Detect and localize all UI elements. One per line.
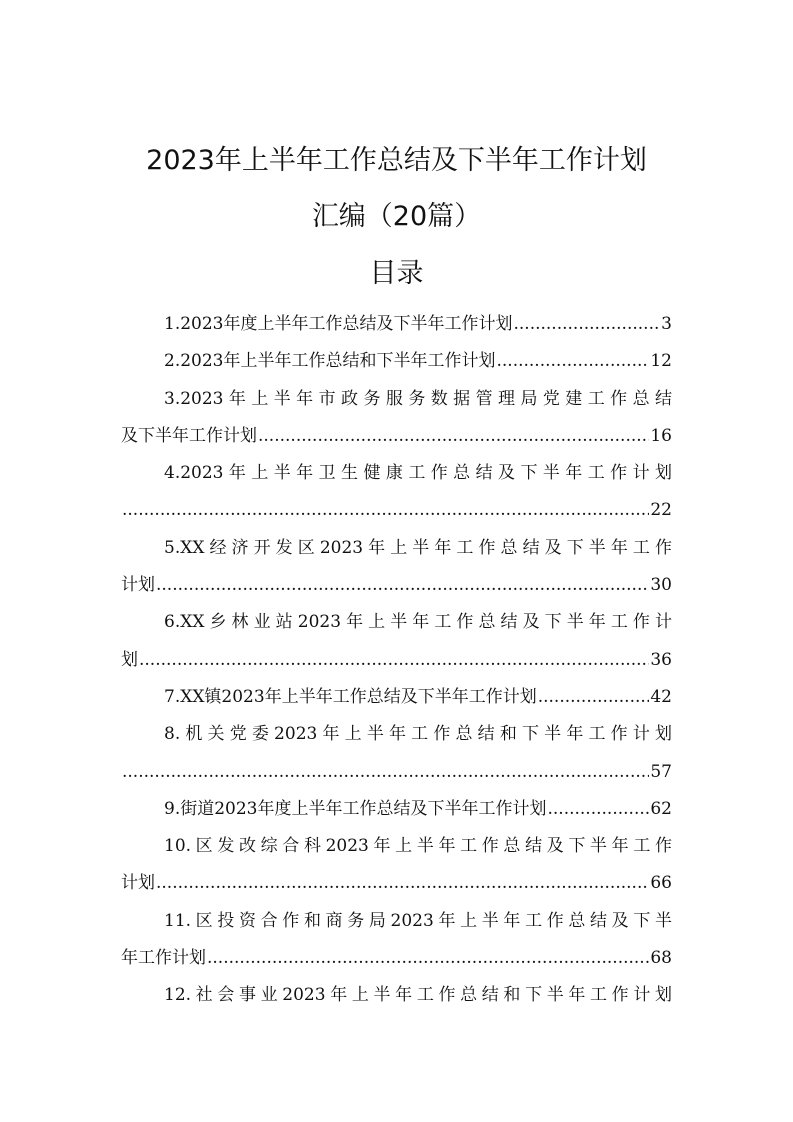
toc-page-number: 30 — [650, 575, 672, 596]
toc-page-number: 3 — [661, 314, 672, 334]
toc-entry-line[interactable] — [121, 567, 672, 604]
toc-leader-dots — [513, 306, 660, 343]
toc-entry-line[interactable] — [121, 754, 672, 791]
toc-page-number: 57 — [650, 761, 672, 782]
toc-leader-dots — [156, 567, 649, 604]
toc-leader-dots — [156, 865, 649, 902]
toc-entry-text: 计划 — [121, 873, 155, 894]
toc-entry-text: 11.区投资合作和商务局2023年上半年工作总结及下半 — [164, 910, 672, 931]
toc-entry-text: 4.2023年上半年卫生健康工作总结及下半年工作计划 — [164, 463, 672, 484]
toc-entry-text: 及下半年工作计划 — [121, 425, 257, 446]
toc-entry-text: 9.街道2023年度上半年工作总结及下半年工作计划 — [164, 798, 547, 819]
toc-page-number: 22 — [650, 500, 672, 521]
toc-entry-text: 划 — [121, 649, 138, 670]
document-title-line2: 汇编（20篇） — [311, 201, 482, 232]
toc-entry-line[interactable] — [121, 940, 672, 977]
toc-leader-dots — [538, 679, 650, 716]
toc-entry-line[interactable] — [121, 418, 672, 455]
table-of-contents — [121, 306, 672, 1015]
toc-entry-line[interactable] — [121, 791, 672, 828]
toc-leader-dots — [122, 754, 649, 791]
toc-entry-line[interactable] — [121, 306, 672, 343]
toc-entry-line[interactable] — [121, 492, 672, 529]
toc-entry-line[interactable] — [121, 530, 672, 567]
toc-entry-line[interactable] — [121, 716, 672, 753]
toc-page-number: 16 — [650, 425, 672, 446]
toc-entry-text: 2.2023年上半年工作总结和下半年工作计划 — [164, 351, 496, 372]
toc-entry-text: 3.2023年上半年市政务服务数据管理局党建工作总结 — [164, 388, 672, 409]
toc-heading: 目录 — [369, 258, 424, 289]
toc-entry-line[interactable] — [121, 604, 672, 641]
toc-page-number: 68 — [650, 948, 672, 969]
toc-leader-dots — [258, 418, 649, 455]
toc-entry-text: 年工作计划 — [121, 948, 206, 969]
toc-entry-line[interactable] — [121, 903, 672, 940]
toc-page-number: 12 — [650, 351, 672, 372]
toc-entry-text: 6.XX乡林业站2023年上半年工作总结及下半年工作计 — [164, 612, 672, 633]
toc-entry-line[interactable] — [121, 381, 672, 418]
toc-entry-text: 计划 — [121, 575, 155, 596]
toc-leader-dots — [207, 940, 649, 977]
toc-entry-line[interactable] — [121, 455, 672, 492]
toc-entry-text: 7.XX镇2023年上半年工作总结及下半年工作计划 — [164, 686, 537, 707]
toc-page-number: 36 — [650, 649, 672, 670]
toc-entry-line[interactable] — [121, 865, 672, 902]
toc-leader-dots — [139, 642, 649, 679]
toc-page-number: 62 — [650, 798, 672, 819]
toc-leader-dots — [122, 492, 649, 529]
toc-entry-text: 8.机关党委2023年上半年工作总结和下半年工作计划 — [164, 724, 672, 745]
toc-entry-line[interactable] — [121, 828, 672, 865]
toc-entry-line[interactable] — [121, 977, 672, 1014]
toc-entry-text: 12.社会事业2023年上半年工作总结和下半年工作计划 — [164, 985, 672, 1006]
toc-entry-line[interactable] — [121, 679, 672, 716]
toc-entry-text: 1.2023年度上半年工作总结及下半年工作计划 — [164, 314, 513, 334]
toc-entry-line[interactable] — [121, 642, 672, 679]
toc-page-number: 66 — [650, 873, 672, 894]
toc-entry-text: 10.区发改综合科2023年上半年工作总结及下半年工作 — [164, 836, 672, 857]
toc-page-number: 42 — [650, 686, 672, 707]
document-title-line1: 2023年上半年工作总结及下半年工作计划 — [146, 145, 647, 176]
toc-leader-dots — [496, 343, 649, 380]
toc-entry-text: 5.XX经济开发区2023年上半年工作总结及下半年工作 — [164, 537, 672, 558]
toc-entry-line[interactable] — [121, 343, 672, 380]
toc-leader-dots — [547, 791, 649, 828]
